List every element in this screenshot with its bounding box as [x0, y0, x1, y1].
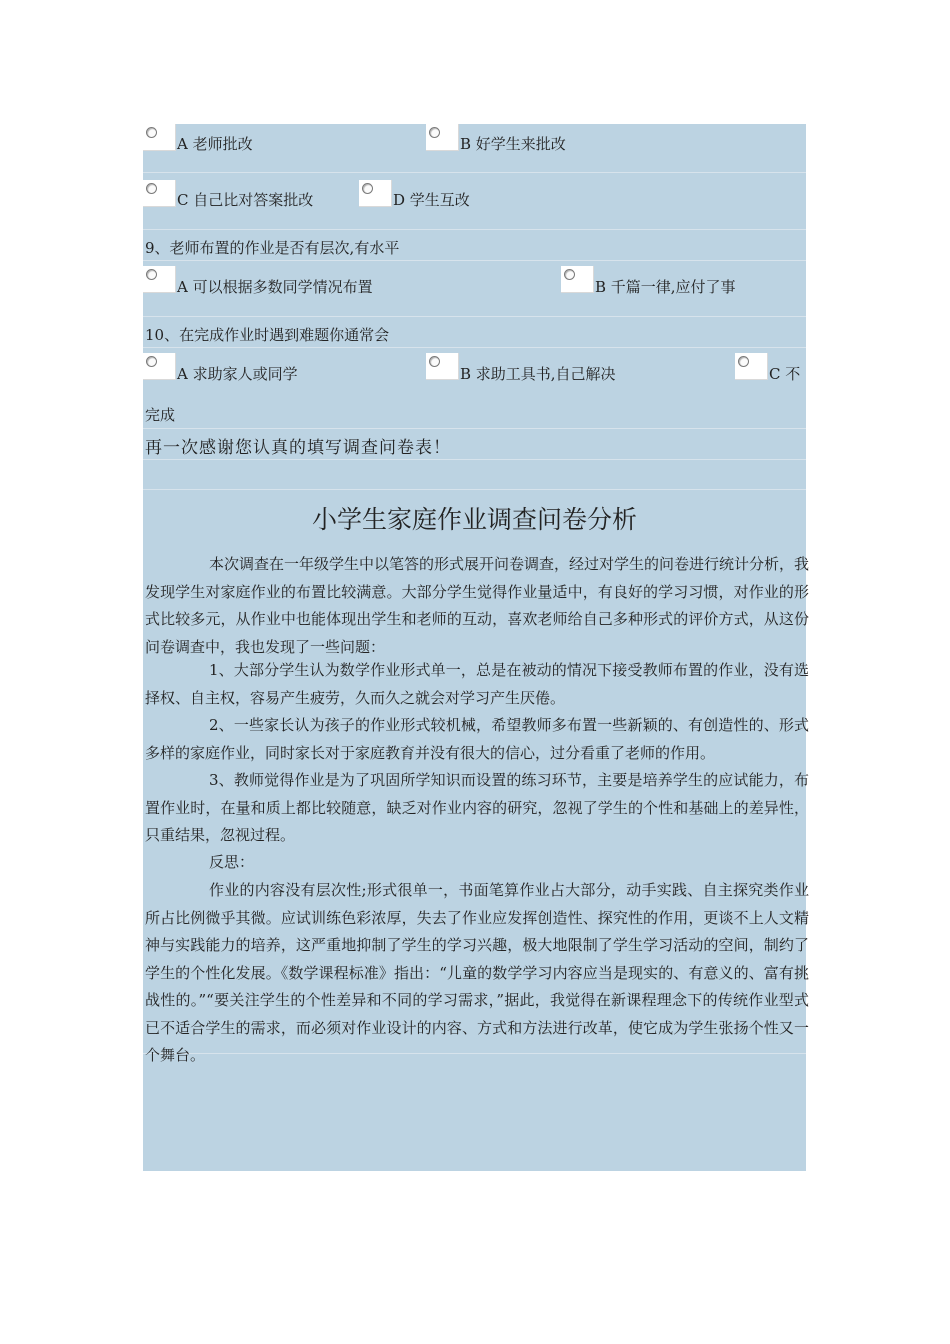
q10-option-a-label: A 求助家人或同学: [177, 365, 298, 383]
radio-button-icon: [429, 356, 440, 367]
radio-button-icon: [362, 183, 373, 194]
analysis-title: 小学生家庭作业调查问卷分析: [311, 505, 637, 534]
analysis-paragraph-1: 1、大部分学生认为数学作业形式单一，总是在被动的情况下接受教师布置的作业，没有选择权、自主权，容易产生疲劳，久而久之就会对学习产生厌倦。: [145, 661, 809, 707]
q10-question: 10、在完成作业时遇到难题你通常会: [145, 326, 390, 344]
q8-option-b-label: B 好学生来批改: [460, 135, 566, 153]
radio-button-icon: [146, 356, 157, 367]
radio-button-icon: [564, 269, 575, 280]
q8-option-c-label: C 自己比对答案批改: [177, 191, 314, 209]
reflection-heading: 反思：: [209, 853, 255, 871]
q9-option-a-radio[interactable]: [143, 266, 176, 293]
row-divider: [143, 172, 806, 173]
analysis-paragraph-3: 3、教师觉得作业是为了巩固所学知识而设置的练习环节，主要是培养学生的应试能力，布置作业时，在量和质上都比较随意，缺乏对作业内容的研究，忽视了学生的个性和基础上的差异性，只重结果，忽视过程。: [145, 771, 809, 844]
q10-option-a-radio[interactable]: [143, 353, 176, 380]
row-divider: [143, 489, 806, 490]
analysis-paragraph-intro: 本次调查在一年级学生中以笔答的形式展开问卷调查，经过对学生的问卷进行统计分析，我发现学生对家庭作业的布置比较满意。大部分学生觉得作业量适中，有良好的学习习惯，对作业的形式比较多元，从作业中也能体现出学生和老师的互动，喜欢老师给自己多种形式的评价方式，从这份问卷调查中，我也发现了一些问题：: [145, 555, 810, 656]
radio-button-icon: [146, 183, 157, 194]
radio-button-icon: [738, 356, 749, 367]
q8-option-c-radio[interactable]: [143, 180, 176, 207]
row-divider: [143, 428, 806, 429]
q8-option-d-radio[interactable]: [359, 180, 392, 207]
q8-option-a-radio[interactable]: [143, 124, 176, 151]
q9-option-b-radio[interactable]: [561, 266, 594, 293]
row-divider: [143, 347, 806, 348]
analysis-paragraph-2: 2、一些家长认为孩子的作业形式较机械，希望教师多布置一些新颖的、有创造性的、形式多样的家庭作业，同时家长对于家庭教育并没有很大的信心，过分看重了老师的作用。: [145, 716, 809, 762]
row-divider: [143, 316, 806, 317]
q9-question: 9、老师布置的作业是否有层次,有水平: [145, 239, 400, 257]
row-divider: [143, 260, 806, 261]
q8-option-d-label: D 学生互改: [393, 191, 470, 209]
q8-option-b-radio[interactable]: [426, 124, 459, 151]
q10-option-c-radio[interactable]: [735, 353, 768, 380]
q10-option-b-label: B 求助工具书,自己解决: [460, 365, 616, 383]
row-divider: [143, 229, 806, 230]
radio-button-icon: [146, 127, 157, 138]
q9-option-a-label: A 可以根据多数同学情况布置: [177, 278, 373, 296]
q10-option-c-label: C 不: [769, 365, 801, 383]
thanks-message: 再一次感谢您认真的填写调查问卷表！: [145, 438, 451, 458]
radio-button-icon: [429, 127, 440, 138]
reflection-paragraph: 作业的内容没有层次性;形式很单一，书面笔算作业占大部分，动手实践、自主探究类作业所占比例微乎其微。应试训练色彩浓厚，失去了作业应发挥创造性、探究性的作用，更谈不上人文精神与实践能力的培养，这严重地抑制了学生的学习兴趣，极大地限制了学生学习活动的空间，制约了学生的个性化发展。《数学课程标准》指出：“儿童的数学学习内容应当是现实的、有意义的、富有挑战性的。”“要关注学生的个性差异和不同的学习需求，”据此，我觉得在新课程理念下的传统作业型式已不适合学生的需求，而必须对作业设计的内容、方式和方法进行改革，使它成为学生张扬个性又一个舞台。: [145, 881, 809, 1064]
row-divider: [143, 459, 806, 460]
q10-option-b-radio[interactable]: [426, 353, 459, 380]
q9-option-b-label: B 千篇一律,应付了事: [595, 278, 736, 296]
q8-option-a-label: A 老师批改: [177, 135, 253, 153]
q10-option-c-label-wrap: 完成: [145, 406, 176, 424]
radio-button-icon: [146, 269, 157, 280]
